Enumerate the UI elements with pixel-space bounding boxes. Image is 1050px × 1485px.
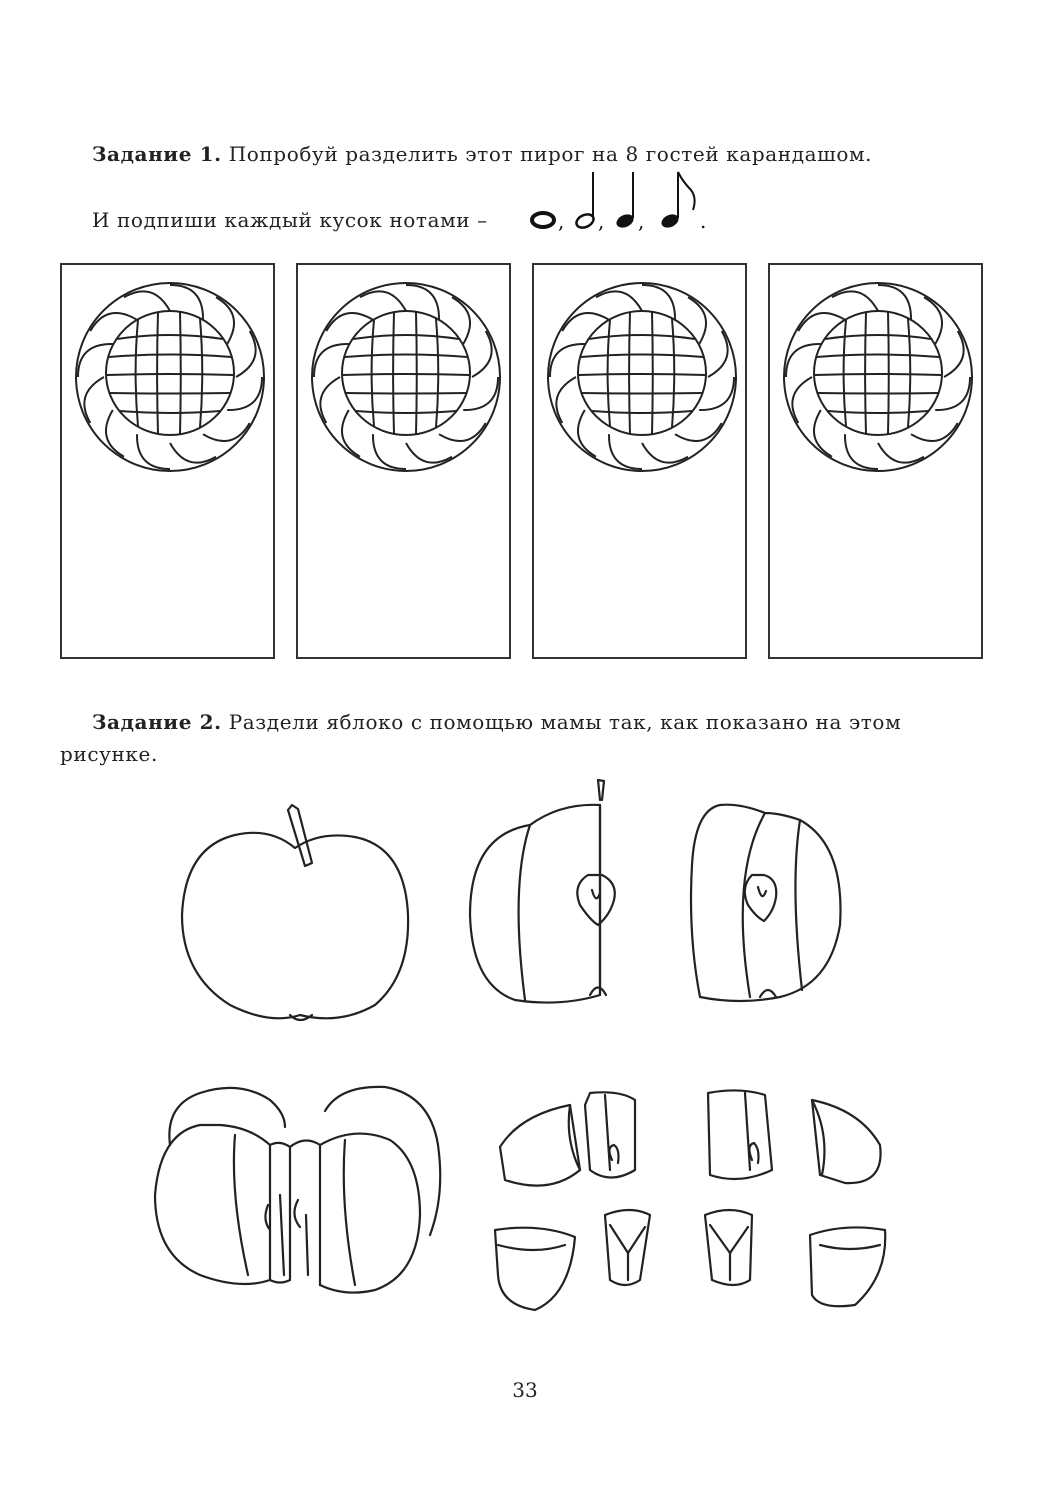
task2-paragraph — [60, 706, 995, 770]
task1-line1 — [92, 142, 872, 166]
svg-text:.: . — [700, 209, 707, 233]
apple-quarters-icon — [155, 1087, 440, 1293]
task2-instruction: Раздели яблоко с помощью мамы так, как показано на этом рисунке. — [60, 710, 902, 766]
pie-box-2 — [296, 263, 511, 659]
task1-label: Задание 1. — [92, 142, 222, 166]
page-number: 33 — [512, 1378, 538, 1402]
pie-icon — [306, 277, 506, 477]
task1-instruction: Попробуй разделить этот пирог на 8 гостей карандашом. — [228, 142, 873, 166]
pie-icon — [70, 277, 270, 477]
whole-apple-icon — [182, 805, 408, 1020]
svg-text:,: , — [638, 209, 645, 233]
pie-icon — [778, 277, 978, 477]
task2-label: Задание 2. — [92, 710, 222, 734]
pie-box-1 — [60, 263, 275, 659]
quarter-note-icon — [614, 172, 635, 230]
notes-row — [525, 168, 725, 238]
pie-icon — [542, 277, 742, 477]
apple-halves-icon — [470, 780, 841, 1003]
half-note-icon — [574, 172, 595, 230]
task1-notes-instruction: И подпиши каждый кусок нотами – — [92, 208, 488, 232]
pie-box-4 — [768, 263, 983, 659]
svg-text:,: , — [558, 209, 565, 233]
apple-eighths-icon — [495, 1090, 885, 1310]
apple-illustrations — [140, 775, 910, 1335]
task1-line2 — [92, 208, 488, 232]
whole-note-icon — [532, 213, 554, 227]
pie-box-3 — [532, 263, 747, 659]
svg-text:,: , — [598, 209, 605, 233]
eighth-note-icon — [659, 172, 694, 230]
